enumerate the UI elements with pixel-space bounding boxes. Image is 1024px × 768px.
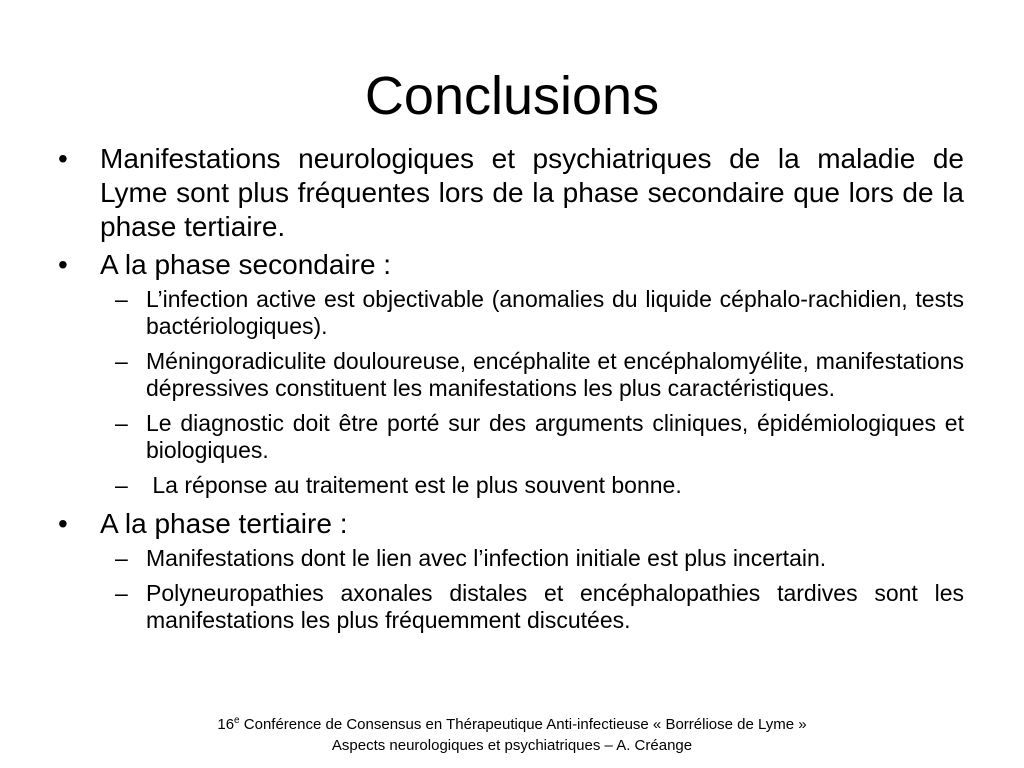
sub-bullet-item	[100, 410, 964, 464]
footer-line-2: Aspects neurologiques et psychiatriques – A. Créange	[331, 737, 693, 754]
bullet-marker: •	[58, 508, 68, 539]
bullet-list	[56, 142, 964, 642]
sub-bullet-item	[100, 545, 964, 572]
bullet-marker: •	[58, 249, 68, 280]
bullet-item	[56, 142, 964, 244]
dash-marker: –	[115, 286, 128, 312]
bullet-marker: •	[58, 143, 68, 174]
sub-bullet-list	[100, 286, 964, 499]
dash-marker: –	[115, 348, 128, 374]
sub-bullet-text: Manifestations dont le lien avec l’infection initiale est plus incertain.	[146, 545, 827, 571]
dash-marker: –	[115, 472, 128, 498]
bullet-item	[56, 248, 964, 499]
dash-marker: –	[115, 580, 128, 606]
sub-bullet-text: La réponse au traitement est le plus souvent bonne.	[146, 472, 682, 498]
footer-line-1	[0, 714, 1024, 735]
footer-ordinal-suffix: e	[234, 715, 240, 726]
sub-bullet-text: L’infection active est objectivable (anomalies du liquide céphalo-rachidien, tests bactériologiques).	[146, 286, 964, 339]
sub-bullet-item	[100, 580, 964, 634]
footer-ordinal: 16	[217, 716, 235, 733]
sub-bullet-text: Polyneuropathies axonales distales et encéphalopathies tardives sont les manifestations les plus fréquemment discutées.	[146, 580, 964, 633]
sub-bullet-text: Méningoradiculite douloureuse, encéphalite et encéphalomyélite, manifestations dépressives constituent les manifestations les plus caractéristiques.	[146, 348, 964, 401]
bullet-item	[56, 507, 964, 634]
sub-bullet-item	[100, 472, 964, 499]
bullet-text: A la phase tertiaire :	[100, 508, 348, 539]
bullet-text: Manifestations neurologiques et psychiatriques de la maladie de Lyme sont plus fréquentes lors de la phase secondaire que lors de la phase tertiaire.	[100, 143, 964, 242]
footer-conference-title: Conférence de Consensus en Thérapeutique Anti-infectieuse « Borréliose de Lyme »	[239, 716, 807, 733]
sub-bullet-item	[100, 286, 964, 340]
dash-marker: –	[115, 410, 128, 436]
bullet-text: A la phase secondaire :	[100, 249, 392, 280]
slide-footer	[0, 714, 1024, 756]
sub-bullet-text: Le diagnostic doit être porté sur des arguments cliniques, épidémiologiques et biologiques.	[146, 410, 964, 463]
slide-title: Conclusions	[364, 66, 660, 126]
sub-bullet-item	[100, 348, 964, 402]
sub-bullet-list	[100, 545, 964, 634]
dash-marker: –	[115, 545, 128, 571]
